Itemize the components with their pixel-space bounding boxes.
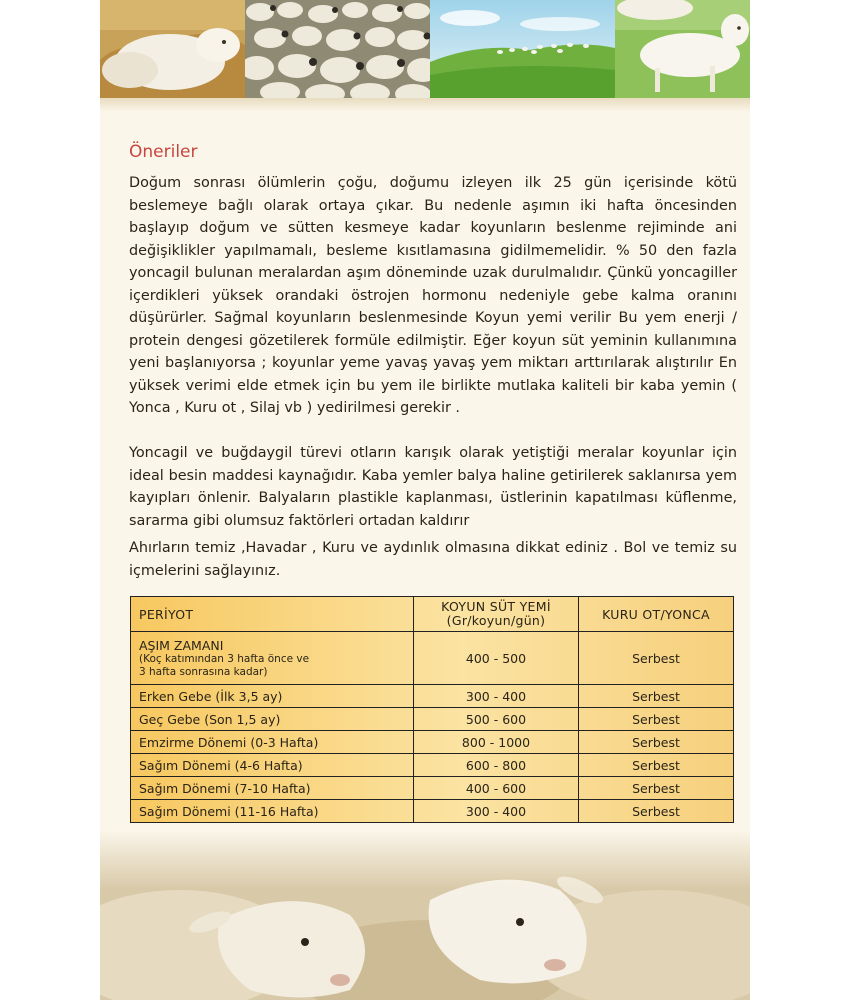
brochure-page <box>100 0 750 1000</box>
feed-cell: 300 - 400 <box>414 800 579 823</box>
period-note: (Koç katımından 3 hafta önce ve <box>139 652 310 665</box>
period-note: 3 hafta sonrasına kadar) <box>139 665 268 678</box>
section-heading: Öneriler <box>129 142 198 162</box>
lamb-running-photo <box>615 0 750 98</box>
table-row <box>131 685 734 708</box>
flock-photo <box>245 0 430 98</box>
header-milk-feed-unit: (Gr/koyun/gün) <box>446 613 546 628</box>
table-row <box>131 777 734 800</box>
hay-cell: Serbest <box>579 754 734 777</box>
period-cell: Erken Gebe (İlk 3,5 ay) <box>131 685 414 708</box>
table-row <box>131 754 734 777</box>
header-milk-feed-title: KOYUN SÜT YEMİ <box>441 599 551 614</box>
period-cell <box>131 632 414 685</box>
feed-cell: 300 - 400 <box>414 685 579 708</box>
feed-cell: 400 - 600 <box>414 777 579 800</box>
table-row <box>131 800 734 823</box>
table-header-row <box>131 597 734 632</box>
feed-cell: 800 - 1000 <box>414 731 579 754</box>
sheep-heads-photo <box>100 830 750 1000</box>
header-milk-feed <box>414 597 579 632</box>
period-cell: Emzirme Dönemi (0-3 Hafta) <box>131 731 414 754</box>
period-label: AŞIM ZAMANI <box>139 637 224 653</box>
period-cell: Sağım Dönemi (11-16 Hafta) <box>131 800 414 823</box>
feed-cell: 400 - 500 <box>414 632 579 685</box>
feed-cell: 500 - 600 <box>414 708 579 731</box>
table-row <box>131 731 734 754</box>
photo-strip <box>100 0 750 98</box>
header-hay: KURU OT/YONCA <box>579 597 734 632</box>
paragraph-barn: Ahırların temiz ,Havadar , Kuru ve aydınlık olmasına dikkat ediniz . Bol ve temiz su içmelerini sağlayınız. <box>129 540 737 579</box>
hay-cell: Serbest <box>579 777 734 800</box>
hay-cell: Serbest <box>579 731 734 754</box>
table-row <box>131 708 734 731</box>
feeding-table <box>130 596 734 823</box>
paragraph-feeding: Doğum sonrası ölümlerin çoğu, doğumu izleyen ilk 25 gün içerisinde kötü beslemeye bağlı olarak ortaya çıkar. Bu nedenle aşımın iki hafta öncesinden başlayıp doğum ve sütten kesmeye kadar koyunların beslenme rejiminde ani değişiklikler yapılmamalı, besleme kısıtlamasına gidilmemelidir. % 50 den fazla yoncagil bulunan meralardan aşım döneminde uzak durulmalıdır. Çünkü yoncagiller içerdikleri yüksek orandaki östrojen hormonu nedeniyle gebe kalma oranını düşürürler. Sağmal koyunların beslenmesinde Koyun yemi verilir Bu yem enerji / protein dengesi gözetilerek formüle edilmiştir. Eğer koyun süt yeminin kullanımına yeni başlanıyorsa ; koyunlar yeme yavaş yavaş yem miktarı arttırılarak alıştırılır En yüksek verimi elde etmek için bu yem ile birlikte mutlaka kaliteli bir kaba yemin ( Yonca , Kuru ot , Silaj vb ) yedirilmesi gerekir . <box>129 175 737 416</box>
period-cell: Geç Gebe (Son 1,5 ay) <box>131 708 414 731</box>
period-cell: Sağım Dönemi (4-6 Hafta) <box>131 754 414 777</box>
table-row <box>131 632 734 685</box>
hay-cell: Serbest <box>579 632 734 685</box>
pasture-photo <box>430 0 615 98</box>
hay-cell: Serbest <box>579 685 734 708</box>
hay-cell: Serbest <box>579 708 734 731</box>
photo-strip-shadow <box>100 98 750 112</box>
lamb-on-straw-photo <box>100 0 245 98</box>
period-cell: Sağım Dönemi (7-10 Hafta) <box>131 777 414 800</box>
paragraph-pasture: Yoncagil ve buğdaygil türevi otların karışık olarak yetiştiği meralar koyunlar için ideal besin maddesi kaynağıdır. Kaba yemler balya haline getirilerek saklanırsa yem kayıpları önlenir. Balyaların plastikle kaplanması, üstlerinin kapatılması küflenme, sararma gibi olumsuz faktörleri ortadan kaldırır <box>129 445 737 529</box>
header-period: PERİYOT <box>131 597 414 632</box>
hay-cell: Serbest <box>579 800 734 823</box>
feed-cell: 600 - 800 <box>414 754 579 777</box>
